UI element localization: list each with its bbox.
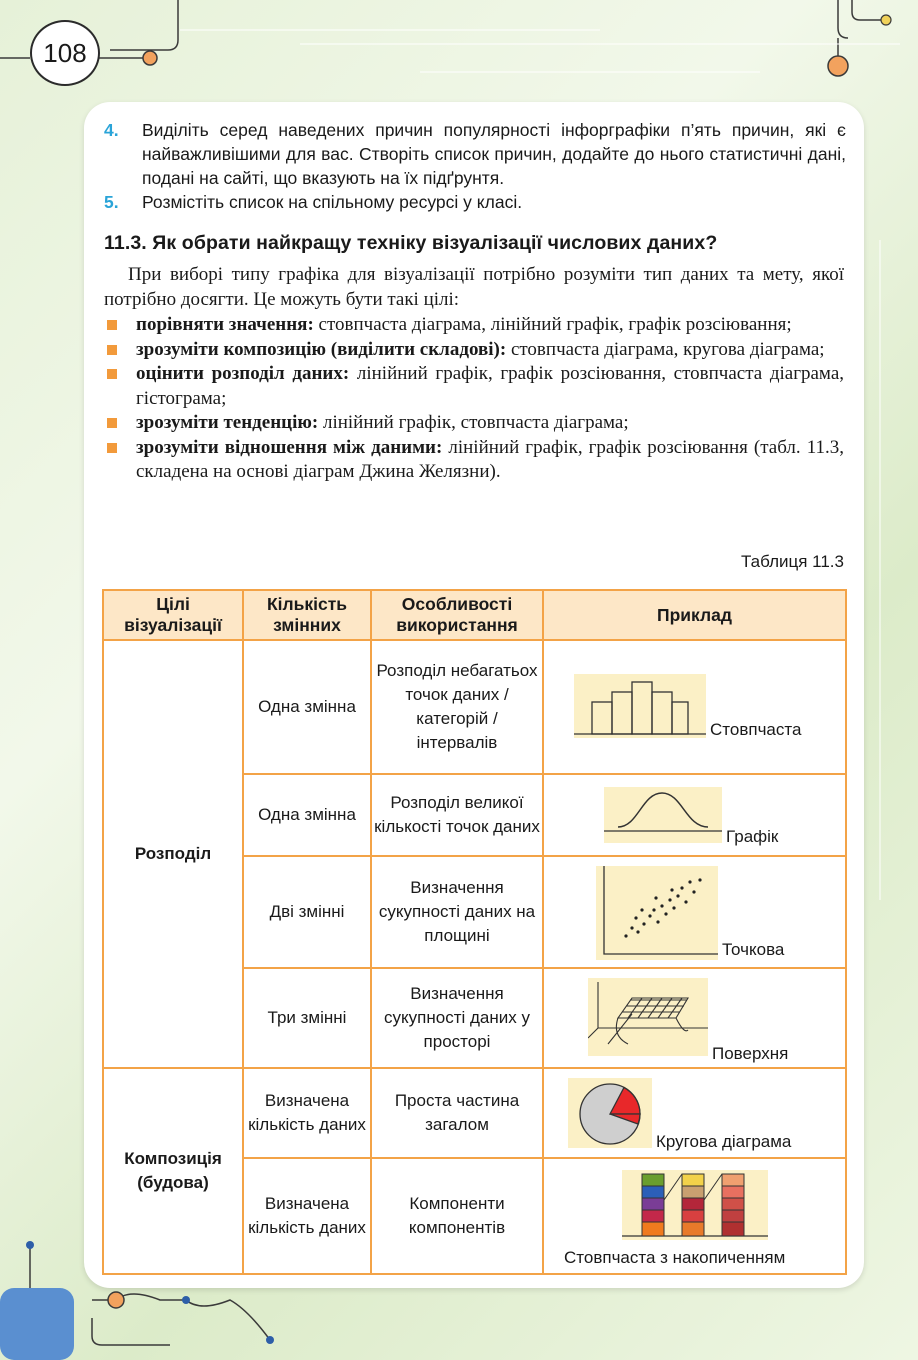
bullet-term: зрозуміти відношення між даними: — [136, 436, 443, 458]
bullet-text: стовпчаста діаграма, лінійний графік, графік розсіювання; — [313, 314, 792, 335]
list-item — [104, 436, 844, 485]
column-header: Цілі візуалізації — [103, 590, 243, 640]
stacked-bar-icon — [622, 1170, 768, 1240]
list-item — [104, 313, 844, 338]
example-cell — [543, 774, 846, 856]
bullet-term: оцінити розподіл даних: — [136, 363, 350, 384]
scatter-plot-icon — [596, 866, 718, 960]
example-cell — [543, 640, 846, 774]
table-cell: Одна змінна — [243, 774, 371, 856]
table-row — [103, 640, 846, 774]
example-cell — [543, 856, 846, 968]
bullet-term: зрозуміти композицію (виділити складові): — [136, 338, 507, 360]
list-item — [104, 338, 844, 363]
column-header: Приклад — [543, 590, 846, 640]
table-cell: Визначення сукупності даних у просторі — [371, 968, 543, 1068]
table-caption: Таблиця 11.3 — [741, 552, 844, 571]
bullet-text: стовпчаста діаграма, кругова діаграма; — [506, 338, 825, 360]
task-item — [104, 118, 846, 190]
group-cell: Розподіл — [103, 640, 243, 1068]
bullet-square-icon — [107, 320, 117, 330]
task-number: 5. — [104, 192, 119, 212]
surface-plot-icon — [588, 978, 708, 1056]
list-item — [104, 362, 844, 411]
bullet-square-icon — [107, 443, 117, 453]
example-cell — [543, 1158, 846, 1274]
goals-list — [104, 313, 844, 485]
example-label: Кругова діаграма — [656, 1132, 792, 1151]
histogram-icon — [574, 674, 706, 738]
example-label: Графік — [726, 827, 779, 846]
example-label: Стовпчаста з накопиченням — [564, 1248, 786, 1267]
table-cell: Три змінні — [243, 968, 371, 1068]
list-item — [104, 411, 844, 436]
bullet-square-icon — [107, 369, 117, 379]
table-cell: Компоненти компонентів — [371, 1158, 543, 1274]
table-header-row — [103, 590, 846, 640]
example-cell — [543, 968, 846, 1068]
group-cell: Композиція (будова) — [103, 1068, 243, 1274]
section-heading: 11.3. Як обрати найкращу техніку візуалізації числових даних? — [104, 232, 718, 254]
visualization-table — [102, 589, 847, 1275]
table-cell: Дві змінні — [243, 856, 371, 968]
task-text: Розмістіть список на спільному ресурсі у класі. — [142, 192, 523, 212]
bullet-text: лінійний графік, стовпчаста діаграма; — [318, 412, 629, 433]
example-label: Поверхня — [712, 1044, 789, 1063]
table-cell: Розподіл небагатьох точок даних / категорій / інтервалів — [371, 640, 543, 774]
table-cell: Визначена кількість даних — [243, 1158, 371, 1274]
table-cell: Проста частина загалом — [371, 1068, 543, 1158]
pie-chart-icon — [568, 1078, 652, 1148]
intro-paragraph: При виборі типу графіка для візуалізації потрібно розуміти тип даних та мету, якої потрібно досягти. Це можуть бути такі цілі: — [104, 264, 844, 310]
example-label: Стовпчаста — [710, 720, 802, 739]
bullet-text: лінійний графік, графік розсіювання (табл. 11.3, складена на основі діаграм Джина Желязни). — [136, 436, 844, 482]
table-cell: Визначення сукупності даних на площині — [371, 856, 543, 968]
bell-curve-icon — [604, 787, 722, 843]
table-cell: Визначена кількість даних — [243, 1068, 371, 1158]
bullet-square-icon — [107, 345, 117, 355]
bullet-square-icon — [107, 418, 117, 428]
column-header: Кількість змінних — [243, 590, 371, 640]
task-text: Виділіть серед наведених причин популярності інфорграфіки п’ять причин, які є найважливішими для вас. Створіть список причин, додайте до нього статистичні дані, подані на сайті, що вказують на їх підґрунтя. — [142, 120, 846, 188]
bullet-text: лінійний графік, графік розсіювання, стовпчаста діаграма, гістограма; — [136, 363, 845, 409]
bullet-term: порівняти значення: — [136, 314, 314, 335]
bullet-term: зрозуміти тенденцію: — [136, 412, 319, 433]
example-label: Точкова — [722, 940, 785, 959]
table-cell: Розподіл великої кількості точок даних — [371, 774, 543, 856]
table-cell: Одна змінна — [243, 640, 371, 774]
column-header: Особливості використання — [371, 590, 543, 640]
task-number: 4. — [104, 120, 119, 140]
page-number: 108 — [30, 20, 100, 86]
example-cell — [543, 1068, 846, 1158]
table-row — [103, 1068, 846, 1158]
task-item — [104, 190, 846, 214]
